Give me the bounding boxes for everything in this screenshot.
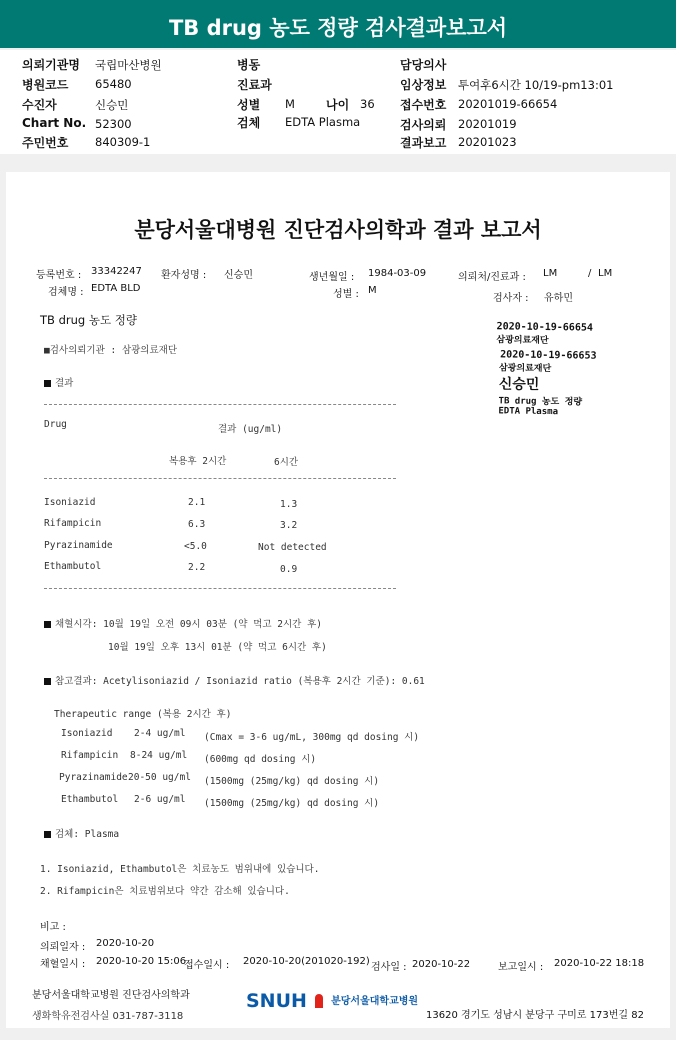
clinical-info-label: 임상정보 [400, 78, 447, 92]
dob-label: 생년월일 : [309, 272, 355, 283]
request-date-value: 20201019 [458, 117, 517, 131]
dept-label: 진료과 [237, 78, 272, 92]
requested-date-label: 의뢰일자 : [40, 942, 86, 953]
receipt-no-value: 20201019-66654 [458, 97, 558, 111]
therapeutic-range: 2-4 ug/ml [134, 728, 186, 739]
ward-label: 병동 [237, 58, 261, 72]
specimen-name-value: EDTA BLD [91, 283, 141, 294]
chart-no-label: Chart No. [22, 116, 87, 130]
stamp-line: 삼광의료재단 [496, 335, 549, 347]
result-date-label: 결과보고 [400, 136, 447, 150]
requester-value-2: LM [598, 268, 613, 279]
result-heading: 결과 [44, 375, 73, 389]
value-6h: 0.9 [280, 564, 298, 575]
chart-no-value: 52300 [95, 117, 132, 131]
doctor-label: 담당의사 [400, 58, 447, 72]
specimen-value: EDTA Plasma [285, 115, 361, 129]
remarks-label: 비고 : [40, 922, 66, 933]
reg-no-value: 33342247 [91, 266, 142, 277]
requested-date-value: 2020-10-20 [96, 938, 155, 949]
stamp-line: 삼광의료재단 [498, 363, 552, 375]
col-2h-header: 복용후 2시간 [169, 456, 227, 467]
value-6h: 3.2 [280, 520, 298, 531]
therapeutic-drug: Pyrazinamide [59, 772, 128, 783]
stamp-test: TB drug 농도 정량 [498, 396, 583, 408]
stamp-specimen: EDTA Plasma [498, 406, 559, 418]
rrn-label: 주민번호 [22, 136, 69, 150]
examiner-label: 검사자 : [493, 293, 529, 304]
requester-separator: / [588, 268, 592, 279]
value-6h: 1.3 [280, 499, 298, 510]
col-6h-header: 6시간 [274, 457, 299, 468]
therapeutic-title: Therapeutic range (복용 2시간 후) [54, 709, 232, 720]
drug-name: Rifampicin [44, 518, 102, 529]
drug-name: Ethambutol [44, 561, 102, 572]
therapeutic-drug: Rifampicin [61, 750, 119, 761]
therapeutic-note: (1500mg (25mg/kg) qd dosing 시) [204, 798, 380, 809]
report-title: 분당서울대병원 진단검사의학과 결과 보고서 [134, 218, 542, 242]
sex-label: 성별 [237, 98, 261, 112]
col-result-header: 결과 (ug/ml) [218, 424, 283, 435]
specimen-label: 검체 [237, 116, 261, 130]
sex-value: M [285, 97, 295, 111]
specimen-line: 검체: Plasma [44, 826, 119, 840]
specimen-stamp [495, 321, 597, 417]
lab-report-document [6, 172, 670, 1028]
test-date-label: 검사일 : [371, 962, 407, 973]
clinical-info-value: 투여후6시간 10/19-pm13:01 [458, 78, 614, 92]
interpretation-note-1: 1. Isoniazid, Ethambutol은 치료농도 범위내에 있습니다. [40, 864, 320, 875]
recipient-value: 신승민 [95, 98, 129, 112]
referral-line: ■검사의뢰기관 : 삼광의료재단 [44, 345, 178, 356]
age-label: 나이 [326, 98, 350, 112]
patient-name-value: 신승민 [224, 270, 253, 281]
report-banner-title: TB drug 농도 정량 검사결과보고서 [0, 0, 676, 48]
therapeutic-drug: Isoniazid [61, 728, 113, 739]
therapeutic-range: 8-24 ug/ml [130, 750, 188, 761]
value-6h: Not detected [258, 542, 327, 553]
footer-phone: 생화학유전검사실 031-787-3118 [32, 1011, 184, 1022]
sampling-line-1: 채혈시각: 10월 19일 오전 09시 03분 (약 먹고 2시간 후) [44, 616, 322, 630]
footer-department: 분당서울대학교병원 진단검사의학과 [32, 990, 190, 1001]
drawn-date-value: 2020-10-20 15:06 [96, 956, 187, 967]
hospital-logo [246, 990, 418, 1012]
value-2h: 2.2 [188, 562, 206, 573]
institution-label: 의뢰기관명 [22, 58, 80, 72]
divider [44, 588, 396, 589]
dob-value: 1984-03-09 [368, 268, 427, 279]
age-value: 36 [360, 97, 375, 111]
value-2h: <5.0 [184, 541, 207, 552]
received-date-value: 2020-10-20(201020-192) [243, 956, 370, 967]
report-date-value: 2020-10-22 18:18 [554, 958, 645, 969]
result-date-value: 20201023 [458, 135, 517, 149]
sampling-line-2: 10월 19일 오후 13시 01분 (약 먹고 6시간 후) [108, 642, 327, 653]
requester-label: 의뢰처/진료과 : [458, 272, 526, 283]
received-date-label: 접수일시 : [184, 960, 230, 971]
hospital-code-label: 병원코드 [22, 78, 69, 92]
drug-name: Pyrazinamide [44, 540, 113, 551]
therapeutic-drug: Ethambutol [61, 794, 119, 805]
requester-value-1: LM [543, 268, 558, 279]
rrn-value: 840309-1 [95, 135, 151, 149]
logo-text: SNUH [246, 990, 307, 1012]
receipt-no-label: 접수번호 [400, 98, 447, 112]
specimen-name-label: 검체명 : [48, 287, 84, 298]
logo-emblem-icon [315, 994, 323, 1008]
col-drug-header: Drug [44, 419, 67, 430]
footer-address: 13620 경기도 성남시 분당구 구미로 173번길 82 [426, 1010, 644, 1021]
therapeutic-note: (600mg qd dosing 시) [204, 754, 317, 765]
therapeutic-range: 2-6 ug/ml [134, 794, 186, 805]
divider [44, 404, 396, 405]
therapeutic-note: (Cmax = 3-6 ug/mL, 300mg qd dosing 시) [204, 732, 420, 743]
report-sex-value: M [368, 285, 377, 296]
drug-name: Isoniazid [44, 497, 96, 508]
report-sex-label: 성별 : [333, 289, 359, 300]
value-2h: 2.1 [188, 497, 206, 508]
drawn-date-label: 채혈일시 : [40, 959, 86, 970]
reg-no-label: 등록번호 : [36, 270, 82, 281]
hospital-code-value: 65480 [95, 77, 132, 91]
stamp-name: 신승민 [498, 376, 540, 393]
therapeutic-range: 20-50 ug/ml [128, 772, 191, 783]
recipient-label: 수진자 [22, 98, 57, 112]
request-date-label: 검사의뢰 [400, 118, 447, 132]
examiner-value: 유하민 [544, 293, 573, 304]
institution-value: 국립마산병원 [95, 58, 162, 72]
stamp-line: 2020-10-19-66653 [500, 349, 597, 362]
test-date-value: 2020-10-22 [412, 959, 471, 970]
report-date-label: 보고일시 : [498, 962, 544, 973]
divider [44, 478, 396, 479]
stamp-line: 2020-10-19-66654 [496, 321, 593, 334]
logo-korean: 분당서울대학교병원 [331, 996, 419, 1007]
patient-name-label: 환자성명 : [161, 270, 207, 281]
request-header [0, 50, 676, 154]
reference-line: 참고결과: Acetylisoniazid / Isoniazid ratio (복용후 2시간 기준): 0.61 [44, 673, 425, 687]
value-2h: 6.3 [188, 519, 206, 530]
section-title: TB drug 농도 정량 [40, 313, 137, 327]
interpretation-note-2: 2. Rifampicin은 치료범위보다 약간 감소해 있습니다. [40, 886, 290, 897]
therapeutic-note: (1500mg (25mg/kg) qd dosing 시) [204, 776, 380, 787]
